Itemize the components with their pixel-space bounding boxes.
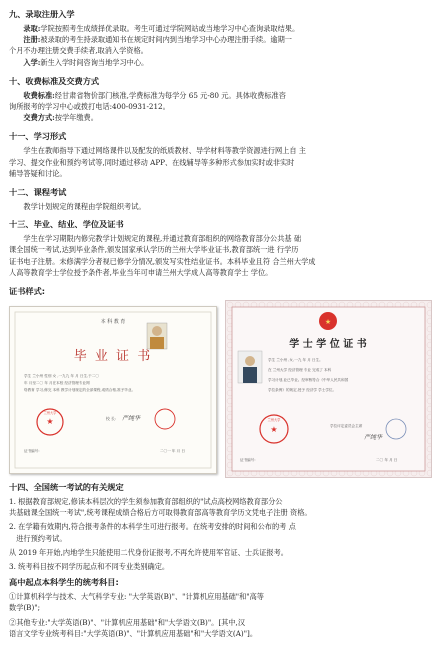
seal-text: 兰州大学: [43, 411, 57, 416]
paragraph: 学生在教师指导下通过网络课件以及配发的纸质教材、导学材料等教学资源进行网上自 主: [23, 146, 306, 156]
list-item: 数学(B)";: [9, 603, 40, 613]
cert-date: 二〇 年 月 日: [376, 458, 398, 463]
committee-label: 学位评定委员会主席: [330, 424, 363, 429]
text: 按学年缴费。: [54, 113, 98, 123]
section-fees: [9, 75, 432, 124]
photo-face: [245, 356, 255, 366]
cert-body-line: 学位条例》的规定,授予 经济学 学士学位。: [268, 388, 337, 393]
degree-title-text: 学 士 学 位 证 书: [289, 339, 367, 351]
paragraph: [9, 23, 432, 34]
paragraph: 人高等教育学士学位授予条件者,毕业当年可申请兰州大学成人高等教育学士 学位。: [9, 267, 273, 277]
paragraph: [9, 34, 432, 45]
paragraph: 3. 统考科目按不同学历起点和不同专业类别确定。: [9, 562, 170, 572]
paragraph: 2. 在学籍有效期内,符合报考条件的本科学生可进行报考。在统考安排的时间和公布的考 点: [9, 522, 296, 532]
cert-date: 二〇一 年 月 日: [160, 449, 185, 454]
paragraph: 学生在学习期限内修完教学计划规定的课程,并通过教育部组织的网络教育部分公共基 础: [23, 234, 302, 244]
section-heading: 十二、课程考试: [9, 187, 67, 198]
section-heading: 十、收费标准及交费方式: [9, 75, 100, 86]
section-admission: [9, 0, 432, 68]
list-item: ②其他专业:"大学英语(B)"、"计算机应用基础"和"大学语文(B)"。[其中,汉: [9, 617, 246, 627]
graduation-certificate-graphic: [10, 307, 216, 473]
paragraph: 从 2019 年开始,内地学生只能使用二代身份证报考,不再允许使用军官证、士兵证报考。: [9, 547, 288, 557]
cert-body-line: 络教育 学习,修完 本科 教学计划规定的全部课程,成绩合格,准予毕业。: [24, 388, 136, 393]
paragraph: [9, 90, 432, 101]
graduation-certificate-image: [9, 306, 217, 474]
section-heading: 证书样式:: [9, 286, 46, 297]
text: 被录取的考生持录取通知书在规定时间内到当地学习中心办理注册手续。逾期一: [40, 35, 292, 45]
keyword: 注册:: [23, 35, 41, 45]
paragraph: 辅导答疑和讨论。: [9, 168, 67, 178]
principal-seal: [155, 409, 175, 429]
photo-body: [243, 367, 257, 383]
paragraph: 进行预约考试。: [16, 533, 67, 543]
cert-body-line: 学生 兰小州 ,女,一九 年 月 日生。: [268, 358, 323, 363]
seal-text: 兰州大学: [267, 418, 281, 423]
emblem-star-icon: ★: [324, 318, 332, 327]
photo-body: [150, 337, 164, 349]
photo-face: [152, 326, 162, 336]
seal-star-icon: ★: [270, 425, 278, 435]
section-heading: 十一、学习形式: [9, 131, 67, 142]
section-heading: 九、录取注册入学: [9, 9, 75, 19]
section-unified-exam: [9, 481, 432, 639]
paragraph: 1. 根据教育部规定,修读本科层次的学生须参加教育部组织的"试点高校网络教育部分公: [9, 497, 283, 507]
principal-signature: 严纯华: [122, 415, 141, 423]
paragraph: 个月不办理注册交费手续者,取消入学资格。: [9, 46, 148, 56]
section-heading: 十三、毕业、结业、学位及证书: [9, 219, 124, 230]
certificate-row: [9, 300, 432, 476]
cert-body-line: 在 兰州大学 经济管理 专业 完成了 本科: [268, 368, 332, 373]
section-heading: 十四、全国统一考试的有关规定: [9, 482, 124, 493]
paragraph: [9, 112, 432, 123]
seal-star-icon: ★: [46, 417, 54, 427]
degree-certificate-graphic: [226, 301, 431, 477]
text: 经甘肃省物价部门核准,学费标准为每学分 65 元-80 元。具体收费标准咨: [54, 90, 286, 100]
cert-title-text: 毕 业 证 书: [73, 349, 153, 365]
section-exams: [9, 186, 432, 212]
list-item: 语言文学专业统考科目:"大学英语(B)"、"计算机应用基础"和"大学语文(A)"]。: [9, 628, 258, 638]
section-certificate-samples: [9, 285, 432, 476]
section-graduation: [9, 218, 432, 278]
cert-body-line: 年 月至二〇 年 月在本校 经济管理专业网: [24, 381, 90, 386]
cert-header-text: 本 科 教 育: [100, 319, 126, 326]
cert-number-label: 证书编号:: [240, 458, 256, 463]
cert-number-label: 证书编号:: [24, 449, 40, 454]
keyword: 交费方式:: [23, 113, 55, 123]
cert-body-line: 学习计划,业已毕业。经审核符合《中华人民共和国: [268, 378, 349, 383]
paragraph: 证书电子注册。未修满学分者视已修学分情况,颁发写实性结业证书。本科毕业且符 合兰州大学成: [9, 256, 316, 266]
paragraph: 课全国统一考试,达到毕业条件,颁发国家承认学历的兰州大学毕业证书,教育部统一进 行学历: [9, 245, 299, 255]
paragraph: 询所报考的学习中心或拨打电话:400-0931-212。: [9, 102, 170, 112]
cert-body-line: 学生 兰小州 性别 女 ,一九九 年 月 日生,于二〇: [24, 374, 99, 379]
paragraph: 教学计划规定的课程由学院组织考试。: [23, 202, 146, 212]
keyword: 录取:: [23, 24, 41, 33]
degree-certificate-image: [225, 300, 432, 478]
text: 学院按照考生成绩择优录取。考生可通过学院网站或当地学习中心查询录取结果。: [40, 24, 300, 33]
paragraph: [9, 57, 432, 68]
principal-label: 校 长:: [106, 416, 117, 422]
sub-heading: 高中起点本科学生的统考科目:: [9, 577, 119, 588]
chair-signature: 严纯华: [364, 434, 383, 442]
list-item: ①计算机科学与技术、大气科学专业: "大学英语(B)"、"计算机应用基础"和"高等: [9, 592, 264, 602]
paragraph: 共基础课全国统一考试",统考课程成绩合格后方可取得教育部高等教育学历文凭电子注册 资格。: [9, 508, 312, 518]
paragraph: 学习、提交作业和预约考试等,同时通过移动 APP、在线辅导等多种形式参加实时或非实时: [9, 157, 295, 167]
keyword: 收费标准:: [23, 90, 55, 100]
section-study-format: [9, 130, 432, 179]
keyword: 入学:: [23, 57, 41, 67]
text: 新生入学时间咨询当地学习中心。: [40, 57, 149, 67]
